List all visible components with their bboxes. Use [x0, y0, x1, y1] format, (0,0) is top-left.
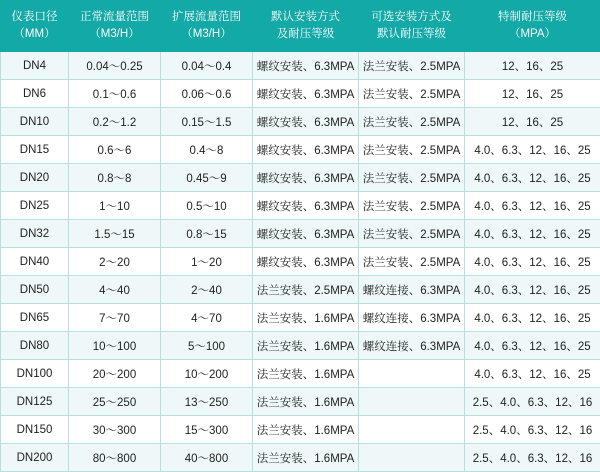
cell-custom-pressure: 4.0、6.3、12、16、25 [465, 136, 600, 164]
table-row [1, 276, 600, 304]
cell-custom-pressure: 2.5、4.0、6.3、12、16 [465, 388, 600, 416]
cell-diameter: DN65 [1, 304, 69, 332]
cell-diameter: DN25 [1, 192, 69, 220]
cell-normal-flow: 0.8～8 [69, 164, 161, 192]
cell-diameter: DN100 [1, 360, 69, 388]
cell-optional-install: 法兰安装、2.5MPA [359, 52, 465, 80]
cell-extended-flow: 0.8～15 [161, 220, 253, 248]
cell-normal-flow: 25～250 [69, 388, 161, 416]
table-row [1, 136, 600, 164]
cell-optional-install: 螺纹连接、6.3MPA [359, 332, 465, 360]
cell-extended-flow: 10～200 [161, 360, 253, 388]
table-row [1, 108, 600, 136]
cell-custom-pressure: 12、16、25 [465, 80, 600, 108]
column-header-custom-pressure-line1: 特制耐压等级 [467, 9, 598, 26]
table-header [1, 1, 600, 52]
column-header-default-install [253, 1, 359, 52]
table-row [1, 192, 600, 220]
cell-optional-install [359, 388, 465, 416]
cell-extended-flow: 0.5～10 [161, 192, 253, 220]
cell-diameter: DN6 [1, 80, 69, 108]
column-header-default-install-line2: 及耐压等级 [255, 26, 356, 43]
cell-optional-install: 法兰安装、2.5MPA [359, 136, 465, 164]
cell-optional-install: 法兰安装、2.5MPA [359, 164, 465, 192]
cell-normal-flow: 20～200 [69, 360, 161, 388]
cell-custom-pressure: 4.0、6.3、12、16、25 [465, 304, 600, 332]
cell-custom-pressure: 4.0、6.3、12、16、25 [465, 276, 600, 304]
cell-diameter: DN150 [1, 416, 69, 444]
cell-optional-install: 法兰安装、2.5MPA [359, 80, 465, 108]
cell-diameter: DN80 [1, 332, 69, 360]
column-header-optional-install-line1: 可选安装方式及 [361, 9, 462, 26]
cell-default-install: 螺纹安装、6.3MPA [253, 192, 359, 220]
table-row [1, 52, 600, 80]
column-header-default-install-line1: 默认安装方式 [255, 9, 356, 26]
cell-normal-flow: 7～70 [69, 304, 161, 332]
column-header-normal-flow-line2: （M3/H） [71, 26, 158, 43]
cell-extended-flow: 15～300 [161, 416, 253, 444]
cell-diameter: DN4 [1, 52, 69, 80]
cell-default-install: 螺纹安装、6.3MPA [253, 248, 359, 276]
table-row [1, 332, 600, 360]
cell-optional-install: 法兰安装、2.5MPA [359, 248, 465, 276]
cell-optional-install: 法兰安装、2.5MPA [359, 192, 465, 220]
cell-default-install: 螺纹安装、6.3MPA [253, 220, 359, 248]
cell-normal-flow: 0.04～0.25 [69, 52, 161, 80]
cell-extended-flow: 0.04～0.4 [161, 52, 253, 80]
cell-optional-install: 法兰安装、2.5MPA [359, 108, 465, 136]
cell-extended-flow: 1～20 [161, 248, 253, 276]
column-header-optional-install [359, 1, 465, 52]
cell-diameter: DN125 [1, 388, 69, 416]
cell-normal-flow: 10～100 [69, 332, 161, 360]
cell-normal-flow: 0.6～6 [69, 136, 161, 164]
cell-default-install: 螺纹安装、6.3MPA [253, 164, 359, 192]
cell-normal-flow: 30～300 [69, 416, 161, 444]
cell-optional-install: 螺纹连接、6.3MPA [359, 276, 465, 304]
cell-default-install: 法兰安装、1.6MPA [253, 332, 359, 360]
cell-default-install: 法兰安装、2.5MPA [253, 276, 359, 304]
column-header-diameter-line1: 仪表口径 [3, 9, 66, 26]
cell-normal-flow: 0.2～1.2 [69, 108, 161, 136]
column-header-diameter-line2: （MM） [3, 26, 66, 43]
table-row [1, 444, 600, 472]
cell-custom-pressure: 4.0、6.3、12、16、25 [465, 192, 600, 220]
cell-custom-pressure: 4.0、6.3、12、16、25 [465, 360, 600, 388]
cell-diameter: DN15 [1, 136, 69, 164]
column-header-normal-flow-line1: 正常流量范围 [71, 9, 158, 26]
cell-diameter: DN50 [1, 276, 69, 304]
cell-default-install: 法兰安装、1.6MPA [253, 388, 359, 416]
cell-optional-install [359, 360, 465, 388]
column-header-custom-pressure-line2: （MPA） [467, 26, 598, 43]
table-row [1, 360, 600, 388]
table-row [1, 164, 600, 192]
column-header-diameter [1, 1, 69, 52]
cell-extended-flow: 0.45～9 [161, 164, 253, 192]
table-row [1, 248, 600, 276]
table-header-row [1, 1, 600, 52]
cell-custom-pressure: 2.5、4.0、6.3、12、16 [465, 416, 600, 444]
cell-custom-pressure: 4.0、6.3、12、16、25 [465, 220, 600, 248]
cell-extended-flow: 5～100 [161, 332, 253, 360]
cell-extended-flow: 2～40 [161, 276, 253, 304]
cell-normal-flow: 0.1～0.6 [69, 80, 161, 108]
table-row [1, 416, 600, 444]
column-header-optional-install-line2: 默认耐压等级 [361, 26, 462, 43]
cell-custom-pressure: 4.0、6.3、12、16、25 [465, 332, 600, 360]
cell-custom-pressure: 12、16、25 [465, 108, 600, 136]
cell-extended-flow: 0.06～0.6 [161, 80, 253, 108]
cell-optional-install [359, 416, 465, 444]
cell-default-install: 螺纹安装、6.3MPA [253, 52, 359, 80]
cell-custom-pressure: 4.0、6.3、12、16、25 [465, 164, 600, 192]
cell-default-install: 法兰安装、1.6MPA [253, 360, 359, 388]
cell-extended-flow: 4～70 [161, 304, 253, 332]
cell-default-install: 螺纹安装、6.3MPA [253, 136, 359, 164]
column-header-extended-flow [161, 1, 253, 52]
cell-normal-flow: 4～40 [69, 276, 161, 304]
table-body [1, 52, 600, 472]
cell-extended-flow: 0.4～8 [161, 136, 253, 164]
cell-optional-install: 法兰安装、2.5MPA [359, 220, 465, 248]
table-row [1, 80, 600, 108]
cell-diameter: DN20 [1, 164, 69, 192]
cell-normal-flow: 1.5～15 [69, 220, 161, 248]
cell-optional-install: 螺纹连接、6.3MPA [359, 304, 465, 332]
cell-diameter: DN40 [1, 248, 69, 276]
cell-custom-pressure: 4.0、6.3、12、16、25 [465, 248, 600, 276]
table-row [1, 388, 600, 416]
cell-extended-flow: 40～800 [161, 444, 253, 472]
cell-normal-flow: 2～20 [69, 248, 161, 276]
cell-diameter: DN200 [1, 444, 69, 472]
cell-diameter: DN32 [1, 220, 69, 248]
cell-default-install: 法兰安装、1.6MPA [253, 444, 359, 472]
cell-custom-pressure: 12、16、25 [465, 52, 600, 80]
cell-custom-pressure: 2.5、4.0、6.3、12、16 [465, 444, 600, 472]
column-header-custom-pressure [465, 1, 600, 52]
table-row [1, 220, 600, 248]
cell-normal-flow: 80～800 [69, 444, 161, 472]
cell-optional-install [359, 444, 465, 472]
column-header-normal-flow [69, 1, 161, 52]
cell-extended-flow: 0.15～1.5 [161, 108, 253, 136]
cell-extended-flow: 13～250 [161, 388, 253, 416]
cell-normal-flow: 1～10 [69, 192, 161, 220]
table-row [1, 304, 600, 332]
column-header-extended-flow-line2: （M3/H） [163, 26, 250, 43]
column-header-extended-flow-line1: 扩展流量范围 [163, 9, 250, 26]
cell-diameter: DN10 [1, 108, 69, 136]
cell-default-install: 法兰安装、1.6MPA [253, 304, 359, 332]
cell-default-install: 法兰安装、1.6MPA [253, 416, 359, 444]
cell-default-install: 螺纹安装、6.3MPA [253, 108, 359, 136]
cell-default-install: 螺纹安装、6.3MPA [253, 80, 359, 108]
